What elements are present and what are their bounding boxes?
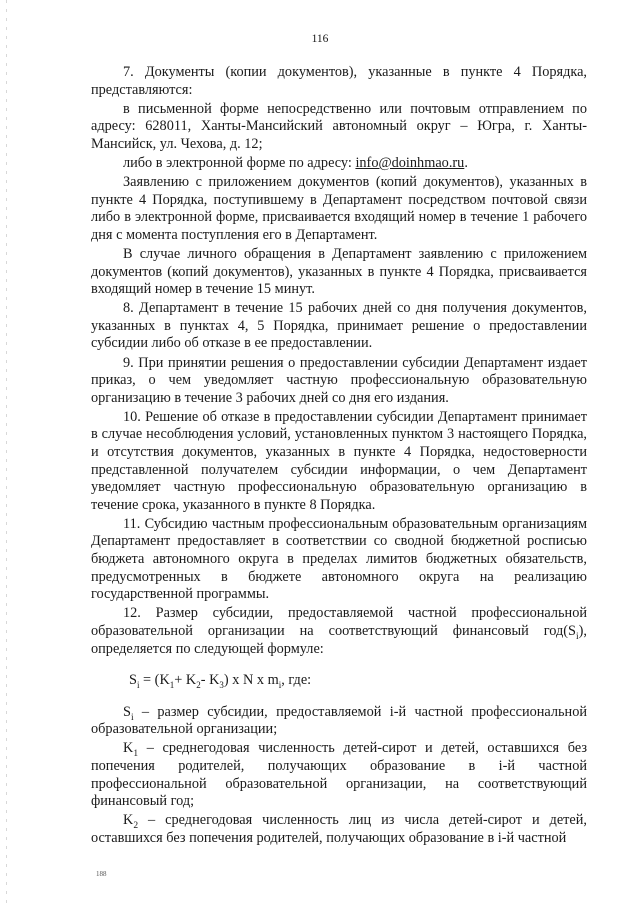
paragraph-7: 7. Документы (копии документов), указанные в пункте 4 Порядка, представляются: (91, 64, 587, 98)
definition-k2 (91, 812, 587, 847)
formula-plus: + K (174, 672, 197, 689)
paragraph-7-registration: Заявлению с приложением документов (копий документов), указанных в пункте 4 Порядка, поступившему в Департамент посредством почтовой связи либо в электронной форме, присваивается входящий номер в течение 1 рабочего дня с момента поступления его в Департамент. (91, 174, 587, 243)
formula-m-sub: i (278, 679, 282, 690)
formula-end: , где: (281, 672, 312, 689)
paragraph-9: 9. При принятии решения о предоставлении субсидии Департамент издает приказ, о чем уведомляет частную профессиональную образовательную организацию в течение 3 рабочих дней со дня его издания. (91, 354, 587, 406)
paragraph-11: 11. Субсидию частным профессиональным образовательным организациям Департамент предоставляет в соответствии со сводной бюджетной росписью бюджета автономного округа в пределах лимитов бюджетных обязательств, предусмотренных в бюджете автономного округа на реализацию государственной программы. (91, 515, 587, 603)
definition-symbol: K (123, 740, 134, 757)
paragraph-8: 8. Департамент в течение 15 рабочих дней со дня получения документов, указанных в пунктах 4, 5 Порядка, принимает решение о предоставлении субсидии либо об отказе в ее предоставлении. (91, 300, 587, 352)
definition-text: – среднегодовая численность лиц из числа детей-сирот и детей, оставшихся без попечения родителей, получающих образование в i-й частной (91, 812, 587, 846)
subsidy-formula (91, 672, 587, 690)
scan-edge-artifact (6, 0, 7, 905)
document-body (91, 64, 587, 849)
paragraph-12-text: 12. Размер субсидии, предоставляемой частной профессиональной образовательной организации на соответствующий финансовый год(S (91, 605, 587, 639)
page-number: 116 (311, 33, 329, 45)
formula-k2-sub: 2 (196, 679, 201, 690)
formula-k1-sub: 1 (169, 679, 175, 690)
email-prefix: либо в электронной форме по адресу: (123, 154, 356, 171)
formula-minus: - K (200, 672, 220, 689)
definition-si (91, 704, 587, 739)
email-suffix: . (464, 154, 468, 171)
paragraph-7-postal: в письменной форме непосредственно или почтовым отправлением по адресу: 628011, Ханты-Мансийский автономный округ – Югра, г. Ханты-Мансийск, ул. Чехова, д. 12; (91, 100, 587, 152)
definition-symbol: S (123, 703, 131, 720)
paragraph-7-personal: В случае личного обращения в Департамент заявлению с приложением документов (копий документов), указанных в пункте 4 Порядка, присваивается входящий номер в течение 15 минут. (91, 245, 587, 298)
formula-rest: ) x N x m (223, 672, 279, 689)
paragraph-12-sub: i (576, 631, 579, 642)
paragraph-12 (91, 605, 587, 658)
definition-sub: i (130, 712, 134, 723)
definition-k1 (91, 740, 587, 810)
definition-text: – среднегодовая численность детей-сирот и детей, оставшихся без попечения родителей, получающих образование в i-й частной профессиональной образовательной организации, на соответствующий финансовый год; (91, 740, 587, 810)
paragraph-12-tail: ), определяется по следующей формуле: (91, 622, 587, 657)
formula-s-sub: i (136, 679, 140, 690)
email-link[interactable]: info@doinhmao.ru (355, 154, 465, 171)
paragraph-7-email (91, 155, 587, 173)
definition-text: – размер субсидии, предоставляемой i-й частной профессиональной образовательной организации; (91, 703, 587, 738)
definition-sub: 1 (133, 749, 139, 760)
footer-mark: 188 (96, 870, 107, 878)
formula-s: S (129, 672, 137, 689)
formula-eq: = (K (139, 672, 170, 689)
paragraph-10: 10. Решение об отказе в предоставлении субсидии Департамент принимает в случае несоблюдения условий, установленных пунктом 3 настоящего Порядка, и отсутствия документов, указанных в пункте 4 Порядка, недостоверности представленной получателем субсидии информации, о чем Департамент уведомляет частную профессиональную образовательную организацию в течение срока, указанного в пункте 8 Порядка. (91, 408, 587, 513)
definition-symbol: K (123, 812, 134, 829)
formula-k3-sub: 3 (219, 679, 224, 690)
definition-sub: 2 (133, 821, 139, 832)
